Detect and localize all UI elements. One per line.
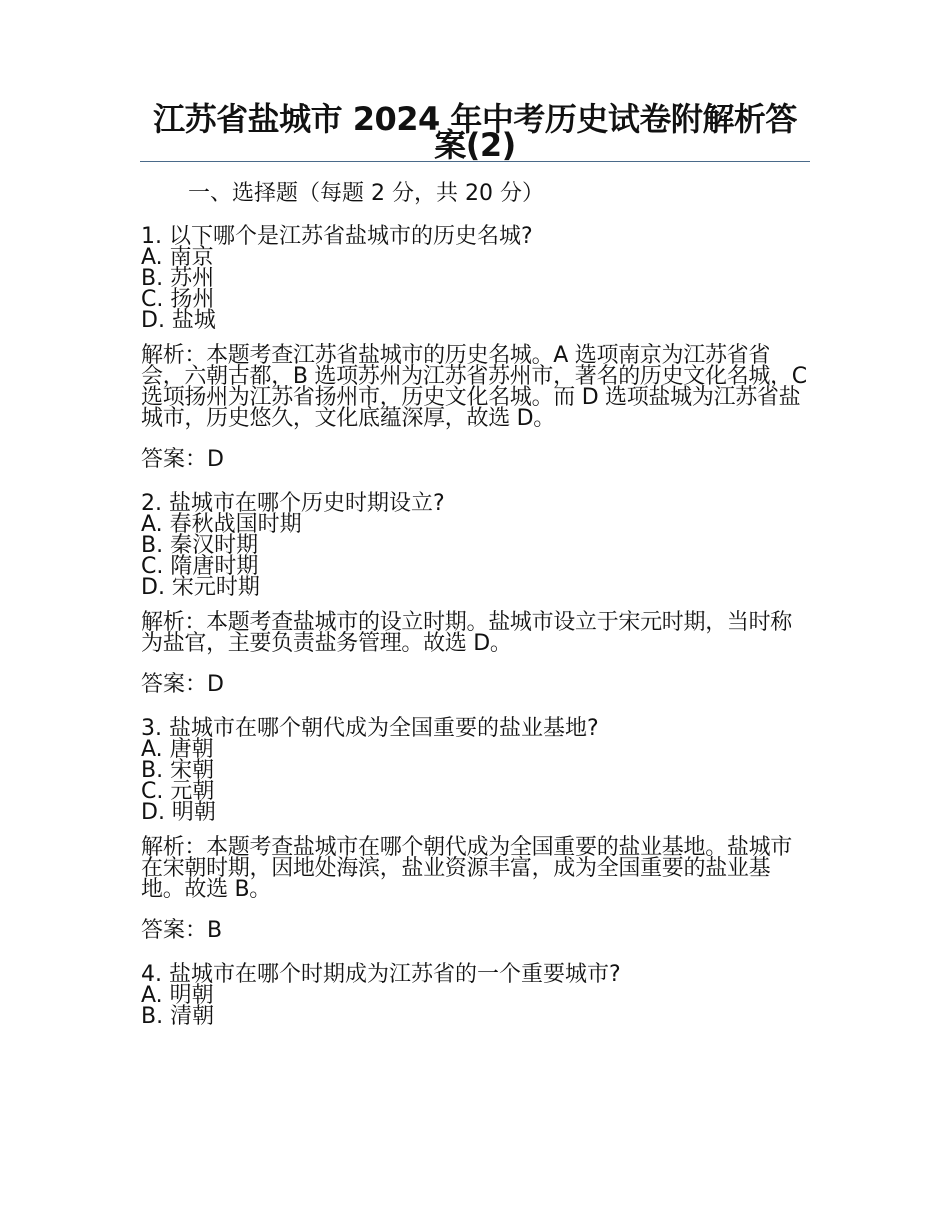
question-3 [141, 718, 813, 941]
option-c: C. 扬州 [141, 287, 215, 312]
analysis-text: 解析：本题考查江苏省盐城市的历史名城。A 选项南京为江苏省省会，六朝古都，B 选项苏州为江苏省苏州市，著名的历史文化名城，C 选项扬州为江苏省扬州市，历史文化名城。而 D 选项盐城为江苏省盐城市，历史悠久，文化底蕴深厚，故选 D。 [141, 343, 807, 431]
answer-text: 答案：D [141, 672, 224, 697]
option-b: B. 秦汉时期 [141, 533, 259, 558]
option-d: D. 盐城 [141, 308, 216, 333]
document-title: 江苏省盐城市 2024 年中考历史试卷附解析答案(2) [153, 100, 797, 164]
answer-text: 答案：B [141, 918, 223, 943]
question-4 [141, 964, 813, 1027]
question-text: 2. 盐城市在哪个历史时期设立? [141, 491, 445, 516]
option-d: D. 宋元时期 [141, 575, 260, 600]
option-b: B. 宋朝 [141, 758, 215, 783]
option-a: A. 春秋战国时期 [141, 512, 302, 537]
title-divider [140, 161, 810, 162]
options-list [141, 514, 813, 598]
options-list [141, 739, 813, 823]
option-a: A. 明朝 [141, 983, 214, 1008]
question-text: 1. 以下哪个是江苏省盐城市的历史名城? [141, 224, 533, 249]
option-c: C. 隋唐时期 [141, 554, 259, 579]
question-text: 3. 盐城市在哪个朝代成为全国重要的盐业基地? [141, 716, 599, 741]
option-d: D. 明朝 [141, 800, 216, 825]
answer-text: 答案：D [141, 447, 224, 472]
option-a: A. 南京 [141, 245, 214, 270]
analysis-text: 解析：本题考查盐城市的设立时期。盐城市设立于宋元时期，当时称为盐官，主要负责盐务管理。故选 D。 [141, 610, 793, 656]
option-c: C. 元朝 [141, 779, 215, 804]
analysis-text: 解析：本题考查盐城市在哪个朝代成为全国重要的盐业基地。盐城市在宋朝时期，因地处海滨，盐业资源丰富，成为全国重要的盐业基地。故选 B。 [141, 835, 793, 902]
option-b: B. 清朝 [141, 1004, 215, 1029]
section-heading: 一、选择题（每题 2 分，共 20 分） [188, 181, 544, 206]
question-1 [141, 226, 813, 470]
option-a: A. 唐朝 [141, 737, 214, 762]
options-list [141, 247, 813, 331]
question-2 [141, 493, 813, 695]
option-b: B. 苏州 [141, 266, 215, 291]
options-list [141, 985, 813, 1027]
question-text: 4. 盐城市在哪个时期成为江苏省的一个重要城市? [141, 962, 621, 987]
question-list [141, 226, 813, 1027]
